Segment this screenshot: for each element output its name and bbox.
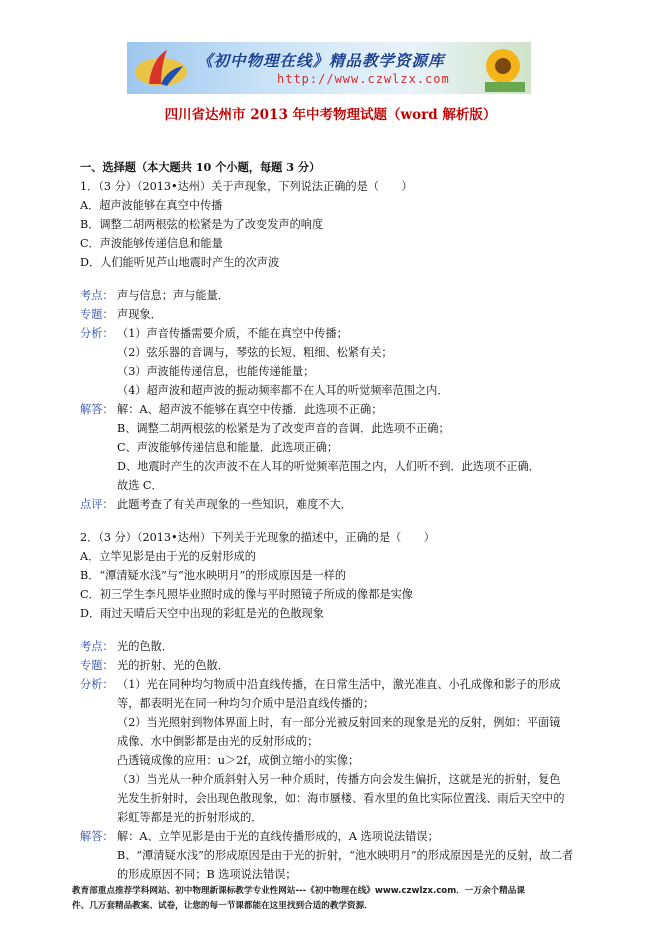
site-banner bbox=[127, 42, 531, 94]
banner-url[interactable]: http://www.czwlzx.com bbox=[277, 72, 450, 86]
q2-option-c: C．初三学生李凡照毕业照时成的像与平时照镜子所成的像都是实像 bbox=[80, 588, 413, 601]
q1-fenxi-line: （2）弦乐器的音调与，琴弦的长短、粗细、松紧有关； bbox=[117, 346, 393, 359]
q2-jieda-line: B、“潭清疑水浅”的形成原因是由于光的折射，“池水映明月”的形成原因是光的反射，故二者 bbox=[117, 849, 574, 862]
q1-jieda-line: D、地震时产生的次声波不在人耳的听觉频率范围之内，人们听不到．此选项不正确． bbox=[117, 460, 540, 473]
document-title: 四川省达州市 2013 年中考物理试题（word 解析版） bbox=[164, 107, 497, 123]
page-footer bbox=[72, 884, 612, 914]
q1-option-a: A．超声波能够在真空中传播 bbox=[80, 199, 223, 212]
q1-dianping-label: 点评： bbox=[80, 498, 114, 511]
q1-fenxi-line: （3）声波能传递信息，也能传递能量； bbox=[117, 365, 315, 378]
q2-option-d: D．雨过天晴后天空中出现的彩虹是光的色散现象 bbox=[80, 607, 324, 620]
q2-option-b: B．“潭清疑水浅”与“池水映明月”的形成原因是一样的 bbox=[80, 569, 347, 582]
q2-zhuanti-label: 专题： bbox=[80, 659, 114, 672]
q1-fenxi-label: 分析： bbox=[80, 327, 114, 340]
q2-jieda-label: 解答： bbox=[80, 830, 114, 843]
q2-fenxi-line: （2）当光照射到物体界面上时，有一部分光被反射回来的现象是光的反射，例如：平面镜 bbox=[117, 716, 561, 729]
q2-fenxi-label: 分析： bbox=[80, 678, 114, 691]
q2-fenxi-line: 凸透镜成像的应用：u＞2f，成倒立缩小的实像； bbox=[117, 754, 360, 767]
q1-dianping-text: 此题考查了有关声现象的一些知识，难度不大． bbox=[117, 498, 352, 511]
q2-zhuanti-text: 光的折射、光的色散． bbox=[117, 659, 229, 672]
q2-fenxi-line: 彩虹等都是光的折射形成的． bbox=[117, 811, 263, 824]
q2-fenxi-line: （1）光在同种均匀物质中沿直线传播，在日常生活中，激光准直、小孔成像和影子的形成 bbox=[117, 678, 561, 691]
q1-fenxi-line: （1）声音传播需要介质，不能在真空中传播； bbox=[117, 327, 348, 340]
q1-kaodian-text: 声与信息；声与能量． bbox=[117, 289, 229, 302]
q1-jieda-line: B、调整二胡两根弦的松紧是为了改变声音的音调．此选项不正确； bbox=[117, 422, 450, 435]
section-heading: 一、选择题（本大题共 10 个小题，每题 3 分） bbox=[80, 160, 321, 174]
q1-kaodian-label: 考点： bbox=[80, 289, 114, 302]
footer-line: 件、几万套精品教案、试卷，让您的每一节课都能在这里找到合适的教学资源． bbox=[72, 901, 373, 911]
q2-kaodian-label: 考点： bbox=[80, 640, 114, 653]
q2-kaodian-text: 光的色散． bbox=[117, 640, 173, 653]
q2-stem: 2．（3 分）（2013•达州）下列关于光现象的描述中，正确的是（ ） bbox=[80, 531, 435, 544]
q1-stem: 1．（3 分）（2013•达州）关于声现象，下列说法正确的是（ ） bbox=[80, 180, 413, 193]
q1-jieda-line: 故选 C． bbox=[117, 479, 163, 492]
q2-jieda-line: 的形成原因不同；B 选项说法错误； bbox=[117, 868, 297, 881]
q1-jieda-label: 解答： bbox=[80, 403, 114, 416]
footer-line: 教育部重点推荐学科网站、初中物理新课标教学专业性网站---《初中物理在线》www.czwlzx.com．一万余个精品课 bbox=[72, 886, 525, 896]
q2-fenxi-line: 光发生折射时，会出现色散现象，如：海市蜃楼、看水里的鱼比实际位置浅、雨后天空中的 bbox=[117, 792, 565, 805]
q2-option-a: A．立竿见影是由于光的反射形成的 bbox=[80, 550, 256, 563]
q2-fenxi-line: 等，都表明光在同一种均匀介质中是沿直线传播的； bbox=[117, 697, 375, 710]
site-logo-icon bbox=[131, 46, 191, 90]
sunflower-icon bbox=[475, 44, 525, 92]
q1-option-b: B．调整二胡两根弦的松紧是为了改变发声的响度 bbox=[80, 218, 324, 231]
q1-jieda-line: C、声波能够传递信息和能量．此选项正确； bbox=[117, 441, 339, 454]
q1-option-d: D．人们能听见芦山地震时产生的次声波 bbox=[80, 256, 280, 269]
q2-fenxi-line: （3）当光从一种介质斜射入另一种介质时，传播方向会发生偏折，这就是光的折射，复色 bbox=[117, 773, 561, 786]
q2-jieda-line: 解：A、立竿见影是由于光的直线传播形成的，A 选项说法错误； bbox=[117, 830, 439, 843]
q1-zhuanti-text: 声现象． bbox=[117, 308, 162, 321]
q1-zhuanti-label: 专题： bbox=[80, 308, 114, 321]
q1-fenxi-line: （4）超声波和超声波的振动频率都不在人耳的听觉频率范围之内． bbox=[117, 384, 449, 397]
q1-option-c: C．声波能够传递信息和能量 bbox=[80, 237, 223, 250]
q1-jieda-line: 解：A、超声波不能够在真空中传播．此选项不正确； bbox=[117, 403, 383, 416]
q2-fenxi-line: 成像、水中倒影都是由光的反射形成的； bbox=[117, 735, 319, 748]
banner-title: 《初中物理在线》精品教学资源库 bbox=[197, 52, 445, 70]
